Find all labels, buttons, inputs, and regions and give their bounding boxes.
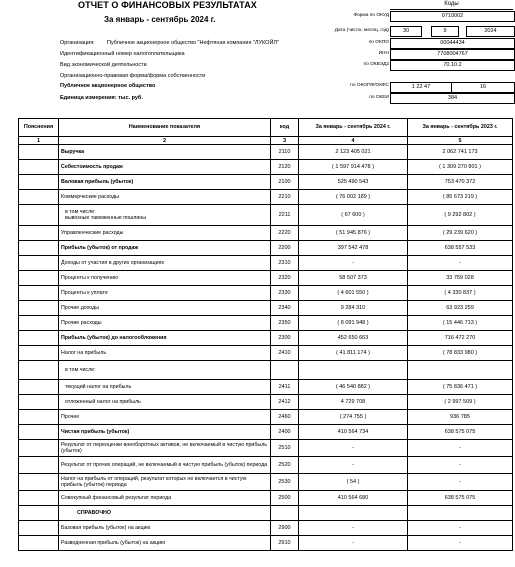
row-name-cell: Разводненная прибыль (убыток) на акцию xyxy=(59,536,271,551)
row-current-value: - xyxy=(299,536,408,551)
row-name-cell: Проценты к получению xyxy=(59,271,271,286)
row-code-cell: 2200 xyxy=(271,241,299,256)
row-note-cell xyxy=(19,145,59,160)
table-row xyxy=(19,160,513,175)
row-current-value: 410 564 734 xyxy=(299,425,408,440)
row-note-cell xyxy=(19,380,59,395)
row-previous-value: ( 85 673 219 ) xyxy=(408,190,513,205)
col-header-notes: Пояснения xyxy=(19,119,59,137)
row-note-cell xyxy=(19,410,59,425)
table-row xyxy=(19,506,513,521)
row-code-cell: 2411 xyxy=(271,380,299,395)
row-name-cell: Прочие расходы xyxy=(59,316,271,331)
row-code-cell: 2510 xyxy=(271,440,299,457)
row-code-cell: 2400 xyxy=(271,425,299,440)
row-name: вывозные таможенные пошлины xyxy=(65,215,147,221)
row-current-value: 397 542 478 xyxy=(299,241,408,256)
row-code-cell: 2910 xyxy=(271,536,299,551)
column-number-row xyxy=(19,137,513,145)
row-current-value: 410 564 680 xyxy=(299,491,408,506)
row-previous-value: 638 575 075 xyxy=(408,491,513,506)
row-note-cell xyxy=(19,474,59,491)
table-row xyxy=(19,286,513,301)
row-name-cell: Базовая прибыль (убыток) на акцию xyxy=(59,521,271,536)
row-previous-value: ( 29 239 620 ) xyxy=(408,226,513,241)
row-note-cell xyxy=(19,286,59,301)
row-name-cell: Выручка xyxy=(59,145,271,160)
table-row xyxy=(19,380,513,395)
row-code-cell: 2460 xyxy=(271,410,299,425)
row-code-cell: 2210 xyxy=(271,190,299,205)
table-row xyxy=(19,175,513,190)
okpo-value: 00044434 xyxy=(390,38,515,49)
row-note-cell xyxy=(19,521,59,536)
row-note-cell xyxy=(19,301,59,316)
row-previous-value: 2 062 741 173 xyxy=(408,145,513,160)
row-current-value: 58 507 373 xyxy=(299,271,408,286)
legal-form-value: Публичное акционерное общество xyxy=(60,83,156,89)
row-code-cell: 2330 xyxy=(271,286,299,301)
row-code-cell: 2900 xyxy=(271,521,299,536)
row-previous-value: 716 472 270 xyxy=(408,331,513,346)
row-note-cell xyxy=(19,316,59,331)
row-name-cell: Прочее xyxy=(59,410,271,425)
row-name-cell: Управленческие расходы xyxy=(59,226,271,241)
col-number: 4 xyxy=(299,137,408,145)
financial-results-table xyxy=(18,118,513,551)
row-previous-value: ( 4 330 837 ) xyxy=(408,286,513,301)
table-header-row xyxy=(19,119,513,137)
row-previous-value: ( 15 446 713 ) xyxy=(408,316,513,331)
row-current-value: - xyxy=(299,457,408,474)
codes-header: Коды xyxy=(390,0,513,10)
table-row xyxy=(19,205,513,226)
row-note-cell xyxy=(19,331,59,346)
org-value: Публичное акционерное общество "Нефтяная компания "ЛУКОЙЛ" xyxy=(107,40,279,46)
col-header-code: код xyxy=(271,119,299,137)
row-name-cell: СПРАВОЧНО xyxy=(59,506,271,521)
row-name-cell: Прибыль (убыток) от продаж xyxy=(59,241,271,256)
row-current-value: - xyxy=(299,440,408,457)
table-row xyxy=(19,301,513,316)
row-current-value: - xyxy=(299,256,408,271)
row-previous-value: ( 9 292 802 ) xyxy=(408,205,513,226)
row-previous-value: - xyxy=(408,256,513,271)
row-name-cell: Валовая прибыль (убыток) xyxy=(59,175,271,190)
okud-label: Форма по ОКУД xyxy=(353,13,389,18)
row-current-value: ( 51 945 876 ) xyxy=(299,226,408,241)
row-current-value: ( 67 600 ) xyxy=(299,205,408,226)
okopf-label: по ОКОПФ/ОКФС xyxy=(350,83,389,88)
col-number: 3 xyxy=(271,137,299,145)
table-row xyxy=(19,361,513,380)
row-code-cell: 2310 xyxy=(271,256,299,271)
row-note-cell xyxy=(19,395,59,410)
row-name-cell: Результат от прочих операций, не включаемый в чистую прибыль (убыток) периода xyxy=(59,457,271,474)
row-note-cell xyxy=(19,506,59,521)
row-note-cell xyxy=(19,491,59,506)
row-current-value: ( 76 002 189 ) xyxy=(299,190,408,205)
row-previous-value: 33 759 028 xyxy=(408,271,513,286)
row-note-cell xyxy=(19,271,59,286)
legal-form-row xyxy=(0,71,515,81)
row-current-value xyxy=(299,506,408,521)
row-code-cell: 2412 xyxy=(271,395,299,410)
row-name-cell: текущий налог на прибыль xyxy=(59,380,271,395)
row-code-cell: 2220 xyxy=(271,226,299,241)
row-previous-value xyxy=(408,361,513,380)
row-note-cell xyxy=(19,175,59,190)
row-current-value: ( 8 091 948 ) xyxy=(299,316,408,331)
row-previous-value: 936 785 xyxy=(408,410,513,425)
row-current-value: ( 4 601 550 ) xyxy=(299,286,408,301)
row-name-cell: Налог на прибыль xyxy=(59,346,271,361)
org-label: Организация: xyxy=(60,40,95,46)
row-name-cell: Себестоимость продаж xyxy=(59,160,271,175)
table-row xyxy=(19,491,513,506)
row-note-cell xyxy=(19,361,59,380)
row-code-cell: 2350 xyxy=(271,316,299,331)
row-previous-value: - xyxy=(408,521,513,536)
row-code-cell: 2110 xyxy=(271,145,299,160)
row-code-cell: 2530 xyxy=(271,474,299,491)
row-current-value: ( 274 755 ) xyxy=(299,410,408,425)
row-previous-value: - xyxy=(408,474,513,491)
row-current-value: - xyxy=(299,521,408,536)
row-previous-value: ( 75 836 471 ) xyxy=(408,380,513,395)
table-row xyxy=(19,346,513,361)
row-name-cell: Совокупный финансовый результат периода xyxy=(59,491,271,506)
row-name-cell: Налог на прибыль от операций, результат которых не включается в чистую прибыль (убыток) периода xyxy=(59,474,271,491)
table-row xyxy=(19,536,513,551)
row-current-value: ( 1 597 914 478 ) xyxy=(299,160,408,175)
row-code-cell: 2120 xyxy=(271,160,299,175)
col-header-name: Наименование показателя xyxy=(59,119,271,137)
row-code-cell: 2300 xyxy=(271,331,299,346)
table-row xyxy=(19,241,513,256)
row-current-value: ( 46 540 882 ) xyxy=(299,380,408,395)
row-code-cell: 2320 xyxy=(271,271,299,286)
row-name-cell: Прибыль (убыток) до налогообложения xyxy=(59,331,271,346)
row-note-cell xyxy=(19,160,59,175)
row-name-cell: в том числе: xyxy=(59,361,271,380)
row-previous-value: 638 557 533 xyxy=(408,241,513,256)
row-previous-value: ( 1 309 270 801 ) xyxy=(408,160,513,175)
table-row xyxy=(19,395,513,410)
row-code-cell: 2100 xyxy=(271,175,299,190)
row-code-cell xyxy=(271,361,299,380)
date-year: 2024 xyxy=(466,26,515,37)
row-previous-value: - xyxy=(408,536,513,551)
row-name-cell xyxy=(59,205,271,226)
col-number: 1 xyxy=(19,137,59,145)
inn-label: ИНН xyxy=(378,51,389,56)
row-current-value: 2 123 405 021 xyxy=(299,145,408,160)
row-previous-value: ( 2 997 509 ) xyxy=(408,395,513,410)
row-previous-value: - xyxy=(408,457,513,474)
table-row xyxy=(19,521,513,536)
row-note-cell xyxy=(19,205,59,226)
report-title: ОТЧЕТ О ФИНАНСОВЫХ РЕЗУЛЬТАТАХ xyxy=(78,0,257,10)
row-name-cell: отложенный налог на прибыль xyxy=(59,395,271,410)
row-current-value xyxy=(299,361,408,380)
row-note-cell xyxy=(19,190,59,205)
table-row xyxy=(19,331,513,346)
units-label: Единица измерения: тыс. руб. xyxy=(60,95,143,101)
row-code-cell: 2211 xyxy=(271,205,299,226)
row-previous-value xyxy=(408,506,513,521)
row-name-prefix: в том числе: xyxy=(65,208,96,215)
row-code-cell: 2500 xyxy=(271,491,299,506)
row-code-cell: 2340 xyxy=(271,301,299,316)
okei-value: 384 xyxy=(390,93,515,104)
row-name-cell: Доходы от участия в других организациях xyxy=(59,256,271,271)
report-period: За январь - сентябрь 2024 г. xyxy=(104,15,216,24)
row-name-cell: Коммерческие расходы xyxy=(59,190,271,205)
row-note-cell xyxy=(19,425,59,440)
date-month: 9 xyxy=(431,26,459,37)
col-header-previous: За январь - сентябрь 2023 г. xyxy=(408,119,513,137)
row-current-value: 9 284 310 xyxy=(299,301,408,316)
row-code-cell: 2410 xyxy=(271,346,299,361)
okved-value: 70.10.2 xyxy=(390,60,515,71)
table-row xyxy=(19,145,513,160)
row-previous-value: 63 923 259 xyxy=(408,301,513,316)
table-row xyxy=(19,226,513,241)
table-row xyxy=(19,316,513,331)
okpo-label: по ОКПО xyxy=(368,40,389,45)
row-previous-value: ( 78 833 980 ) xyxy=(408,346,513,361)
row-current-value: 4 729 708 xyxy=(299,395,408,410)
row-note-cell xyxy=(19,346,59,361)
row-previous-value: 638 575 075 xyxy=(408,425,513,440)
date-label: Дата (число, месяц, год) xyxy=(334,28,389,33)
row-previous-value: 753 470 372 xyxy=(408,175,513,190)
row-code-cell xyxy=(271,506,299,521)
table-row xyxy=(19,271,513,286)
row-note-cell xyxy=(19,457,59,474)
table-row xyxy=(19,190,513,205)
okopf-value: 1 22 47 xyxy=(390,82,452,93)
row-current-value: ( 41 811 174 ) xyxy=(299,346,408,361)
inn-value: 7708004767 xyxy=(390,49,515,60)
okfs-value: 16 xyxy=(451,82,515,93)
table-row xyxy=(19,410,513,425)
okved-label: по ОКВЭД2 xyxy=(363,62,389,67)
activity-label: Вид экономической деятельности xyxy=(60,62,147,68)
legal-form-label: Организационно-правовая форма/форма собственности xyxy=(60,73,206,79)
table-row xyxy=(19,256,513,271)
row-previous-value: - xyxy=(408,440,513,457)
okud-value: 0710002 xyxy=(390,11,515,22)
table-row xyxy=(19,425,513,440)
row-name-cell: Результат от переоценки внеоборотных активов, не включаемый в чистую прибыль (убыток) xyxy=(59,440,271,457)
inn-row-label: Идентификационный номер налогоплательщика xyxy=(60,51,185,57)
col-number: 2 xyxy=(59,137,271,145)
table-row xyxy=(19,474,513,491)
row-note-cell xyxy=(19,256,59,271)
row-current-value: 525 490 543 xyxy=(299,175,408,190)
row-code-cell: 2520 xyxy=(271,457,299,474)
row-current-value: ( 54 ) xyxy=(299,474,408,491)
row-name-cell: Прочие доходы xyxy=(59,301,271,316)
row-name-cell: Проценты к уплате xyxy=(59,286,271,301)
row-note-cell xyxy=(19,440,59,457)
date-day: 30 xyxy=(390,26,422,37)
okei-label: по ОКЕИ xyxy=(369,95,389,100)
row-name-cell: Чистая прибыль (убыток) xyxy=(59,425,271,440)
table-row xyxy=(19,457,513,474)
table-row xyxy=(19,440,513,457)
row-note-cell xyxy=(19,241,59,256)
col-header-current: За январь - сентябрь 2024 г. xyxy=(299,119,408,137)
row-note-cell xyxy=(19,536,59,551)
row-note-cell xyxy=(19,226,59,241)
col-number: 5 xyxy=(408,137,513,145)
row-current-value: 452 650 663 xyxy=(299,331,408,346)
